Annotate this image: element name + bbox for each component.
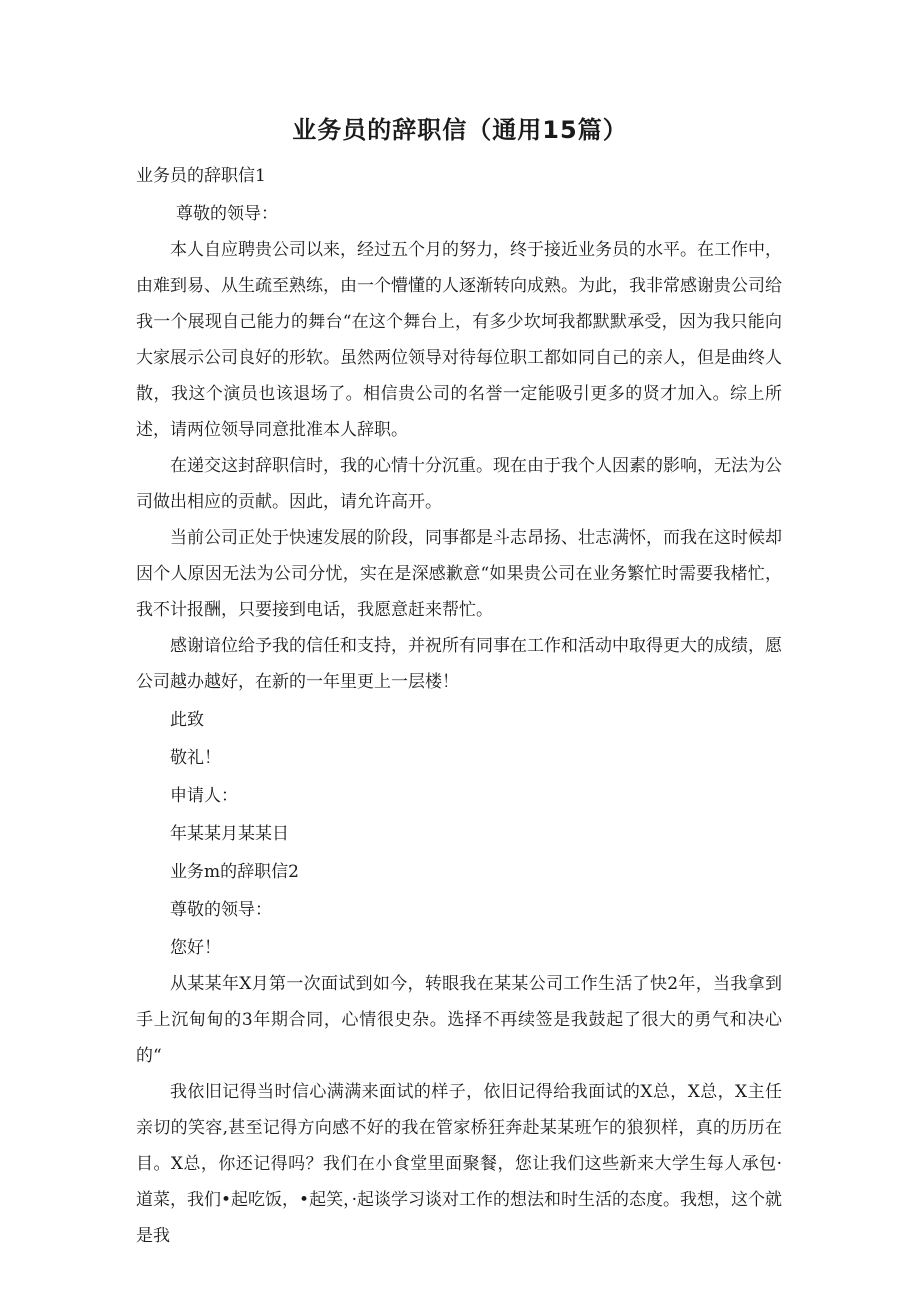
document-title: 业务员的辞职信（通用15篇） [292,116,628,144]
letter2-salutation: 尊敬的领导： [170,900,272,920]
letter1-salutation: 尊敬的领导： [176,204,278,224]
letter2-greeting: 您好！ [170,938,221,958]
letter1-paragraph-4: 感谢谙位给予我的信任和支持，并祝所有同事在工作和活动中取得更大的成绩，愿公司越办越好，在新的一年里更上一层楼！ [136,636,782,692]
letter1-closing-1: 此致 [170,710,204,730]
letter1-paragraph-3: 当前公司正处于快速发展的阶段，同事都是斗志昂扬、壮志满怀，而我在这时候却因个人原因无法为公司分忧，实在是深感歉意“如果贵公司在业务繁忙时需要我楮忙，我不计报酬，只要接到电话，我愿意赶来帮忙。 [136,528,782,620]
letter1-paragraph-2: 在递交这封辞职信时，我的心情十分沉重。现在由于我个人因素的影响，无法为公司做出相应的贡献。因此，请允许高开。 [136,456,782,512]
letter2-paragraph-2: 我依旧记得当时信心满满来面试的样子，依旧记得给我面试的X总，X总，X主任亲切的笑容,甚至记得方向感不好的我在管家桥狂奔赴某某班乍的狼狈样，真的历历在目。X总，你还记得吗？我们在小食堂里面聚餐，您让我们这些新来大学生每人承包·道菜，我们•起吃饭，•起笑，·起谈学习谈对工作的想法和时生活的态度。我想，这个就是我 [136,1082,782,1246]
letter1-paragraph-1: 本人自应聘贵公司以来，经过五个月的努力，终于接近业务员的水平。在工作中，由难到易、从生疏至熟练，由一个懵懂的人逐渐转向成熟。为此，我非常感谢贵公司给我一个展现自己能力的舞台“在这个舞台上，有多少坎坷我都默默承受，因为我只能向大家展示公司良好的形软。虽然两位领导对待每位职工都如同自己的亲人，但是曲终人散，我这个演员也该退场了。相信贵公司的名誉一定能吸引更多的贤才加入。综上所述，请两位领导同意批准本人辞职。 [136,240,782,440]
letter2-heading: 业务m的辞职信2 [170,862,299,882]
letter1-closing-2: 敬礼！ [170,748,221,768]
letter1-applicant: 申请人： [170,786,238,806]
letter2-paragraph-1: 从某某年X月第一次面试到如今，转眼我在某某公司工作生活了快2年，当我拿到手上沉甸甸的3年期合同，心情很史杂。选择不再续签是我鼓起了很大的勇气和决心的“ [136,974,782,1066]
letter1-date: 年某某月某某日 [170,824,289,844]
letter1-heading: 业务员的辞职信1 [136,166,266,186]
document-body [136,158,782,1254]
